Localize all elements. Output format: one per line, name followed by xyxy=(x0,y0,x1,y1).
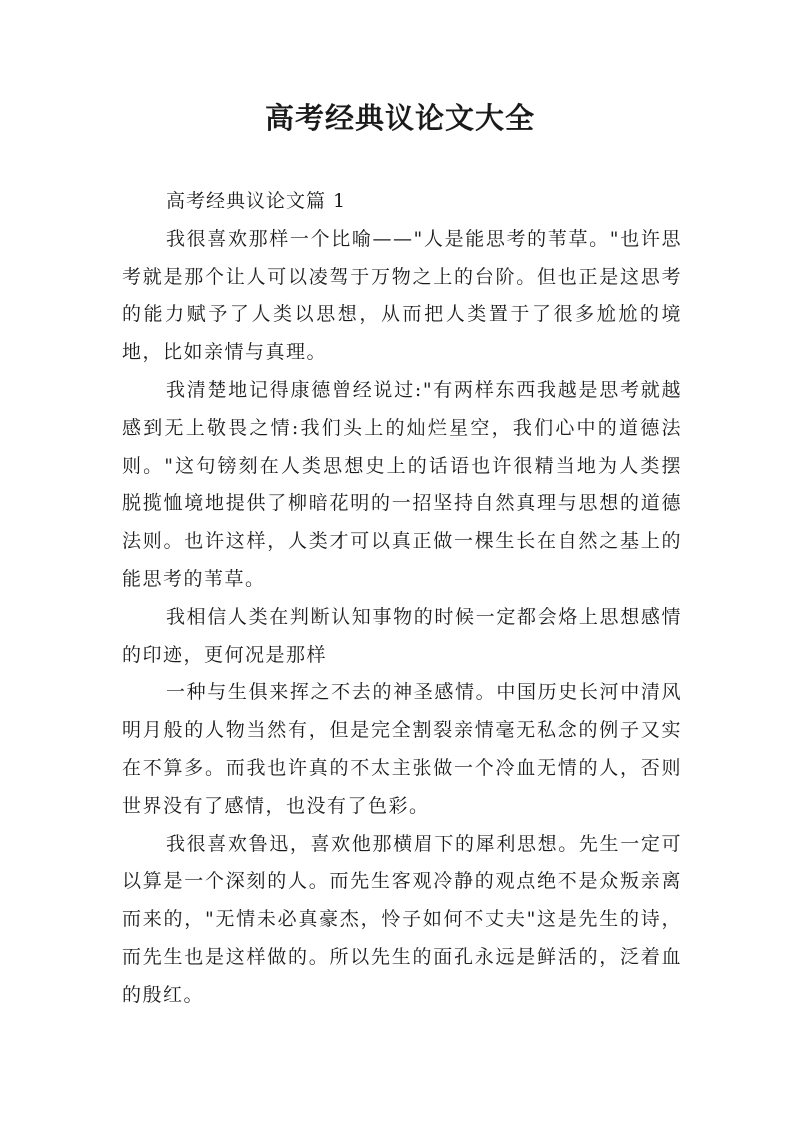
paragraph-3: 我相信人类在判断认知事物的时候一定都会烙上思想感情的印迹，更何况是那样 xyxy=(122,605,682,666)
paragraph-1: 我很喜欢那样一个比喻——"人是能思考的苇草。"也许思考就是那个让人可以凌驾于万物之上的台阶。但也正是这思考的能力赋予了人类以思想，从而把人类置于了很多尬尬的境地，比如亲情与真理。 xyxy=(122,227,682,364)
paragraph-4: 一种与生俱来挥之不去的神圣感情。中国历史长河中清风明月般的人物当然有，但是完全割裂亲情毫无私念的例子又实在不算多。而我也许真的不太主张做一个冷血无情的人，否则世界没有了感情，也没有了色彩。 xyxy=(122,681,682,817)
section-heading: 高考经典议论文篇 1 xyxy=(166,190,347,212)
paragraph-2: 我清楚地记得康德曾经说过:"有两样东西我越是思考就越感到无上敬畏之情:我们头上的灿烂星空，我们心中的道德法则。"这句镑刻在人类思想史上的话语也许很精当地为人类摆脱揽恤境地提供了柳暗花明的一招坚持自然真理与思想的道德法则。也许这样，人类才可以真正做一棵生长在自然之基上的能思考的苇草。 xyxy=(122,378,682,590)
document-body xyxy=(122,183,682,1015)
paragraph-5: 我很喜欢鲁迅，喜欢他那横眉下的犀利思想。先生一定可以算是一个深刻的人。而先生客观冷静的观点绝不是众叛亲离而来的，"无情未必真豪杰，怜子如何不丈夫"这是先生的诗，而先生也是这样做的。所以先生的面孔永远是鲜活的，泛着血的殷红。 xyxy=(122,832,682,1006)
document-title: 高考经典议论文大全 xyxy=(264,101,535,135)
